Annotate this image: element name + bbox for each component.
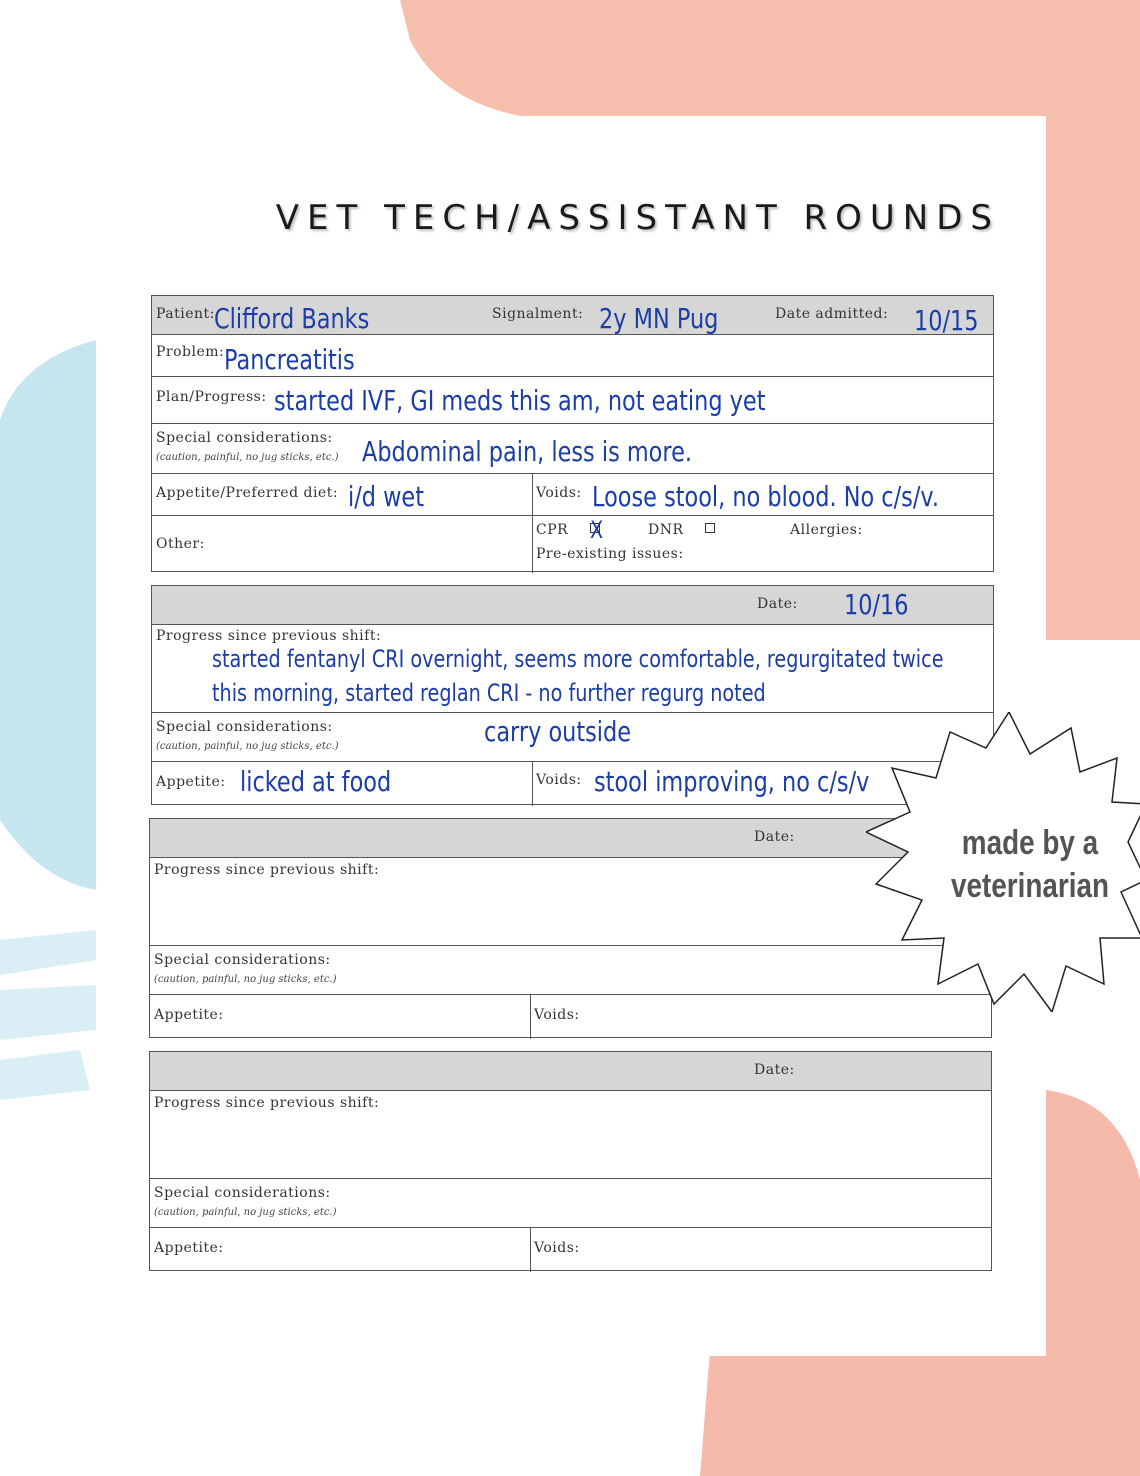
- plan-value[interactable]: started IVF, GI meds this am, not eating yet: [274, 384, 766, 417]
- date-label: Date:: [754, 829, 795, 845]
- progress-line-2[interactable]: this morning, started reglan CRI - no further regurg noted: [212, 679, 766, 707]
- voids-label: Voids:: [536, 485, 582, 501]
- dnr-label: DNR: [648, 522, 684, 538]
- admission-card: [151, 295, 994, 572]
- problem-value[interactable]: Pancreatitis: [224, 343, 355, 376]
- cpr-check-mark: X: [590, 516, 604, 544]
- plan-row: [152, 377, 993, 424]
- patient-value[interactable]: Clifford Banks: [214, 302, 370, 335]
- appetite-value[interactable]: licked at food: [240, 765, 392, 798]
- appetite-label: Appetite:: [154, 1007, 224, 1023]
- date-admitted-label: Date admitted:: [775, 306, 889, 322]
- appetite-label: Appetite/Preferred diet:: [156, 485, 339, 501]
- special-row[interactable]: [150, 946, 991, 995]
- other-row: [152, 516, 993, 573]
- special-row[interactable]: [150, 1179, 991, 1228]
- blue-brush-strokes: [0, 930, 96, 1100]
- appetite-value[interactable]: i/d wet: [348, 480, 424, 513]
- page-title: VET TECH/ASSISTANT ROUNDS: [275, 198, 1000, 238]
- badge-line-2: veterinarian: [950, 867, 1110, 905]
- other-label: Other:: [156, 536, 205, 552]
- badge-text: [948, 822, 1112, 908]
- problem-label: Problem:: [156, 344, 225, 360]
- plan-label: Plan/Progress:: [156, 389, 267, 405]
- special-label: Special considerations:: [154, 1185, 331, 1201]
- patient-label: Patient:: [156, 306, 215, 322]
- appetite-voids-row: [152, 474, 993, 516]
- column-divider: [532, 762, 533, 806]
- progress-line-1[interactable]: started fentanyl CRI overnight, seems more comfortable, regurgitated twice: [212, 645, 944, 673]
- voids-label: Voids:: [536, 772, 582, 788]
- shift-date-row: [152, 586, 993, 625]
- column-divider: [530, 995, 531, 1039]
- appetite-voids-row: [150, 1228, 991, 1272]
- special-row: [152, 424, 993, 474]
- dnr-checkbox[interactable]: [705, 523, 715, 533]
- progress-label: Progress since previous shift:: [156, 628, 382, 644]
- column-divider: [532, 516, 533, 573]
- progress-label: Progress since previous shift:: [154, 862, 380, 878]
- badge-line-1: made by a: [961, 824, 1099, 862]
- progress-row[interactable]: [150, 858, 991, 946]
- cpr-label: CPR: [536, 522, 569, 538]
- special-label: Special considerations:: [154, 952, 331, 968]
- appetite-label: Appetite:: [154, 1240, 224, 1256]
- signalment-label: Signalment:: [492, 306, 584, 322]
- shift-date-row: [150, 1052, 991, 1091]
- appetite-voids-row: [150, 995, 991, 1039]
- progress-row[interactable]: [150, 1091, 991, 1179]
- problem-row: [152, 335, 993, 377]
- special-hint: (caution, painful, no jug sticks, etc.): [156, 741, 339, 752]
- blue-circle: [0, 340, 96, 890]
- special-hint: (caution, painful, no jug sticks, etc.): [154, 1207, 337, 1218]
- special-hint: (caution, painful, no jug sticks, etc.): [154, 974, 337, 985]
- voids-value[interactable]: Loose stool, no blood. No c/s/v.: [592, 480, 940, 513]
- appetite-label: Appetite:: [156, 774, 226, 790]
- special-value[interactable]: carry outside: [484, 715, 632, 748]
- voids-label: Voids:: [534, 1007, 580, 1023]
- special-hint: (caution, painful, no jug sticks, etc.): [156, 452, 339, 463]
- shift-date-row: [150, 819, 991, 858]
- voids-value[interactable]: stool improving, no c/s/v: [594, 765, 870, 798]
- shift-card: [149, 1051, 992, 1271]
- date-admitted-value[interactable]: 10/15: [914, 304, 979, 337]
- special-value[interactable]: Abdominal pain, less is more.: [362, 435, 693, 468]
- special-label: Special considerations:: [156, 430, 333, 446]
- date-label: Date:: [754, 1062, 795, 1078]
- special-label: Special considerations:: [156, 719, 333, 735]
- progress-row: [152, 625, 993, 713]
- column-divider: [530, 1228, 531, 1272]
- signalment-value[interactable]: 2y MN Pug: [599, 302, 719, 335]
- column-divider: [532, 474, 533, 515]
- voids-label: Voids:: [534, 1240, 580, 1256]
- preexisting-label: Pre-existing issues:: [536, 546, 684, 562]
- progress-label: Progress since previous shift:: [154, 1095, 380, 1111]
- date-value[interactable]: 10/16: [844, 588, 909, 621]
- patient-row: [152, 296, 993, 335]
- allergies-label: Allergies:: [790, 522, 863, 538]
- date-label: Date:: [757, 596, 798, 612]
